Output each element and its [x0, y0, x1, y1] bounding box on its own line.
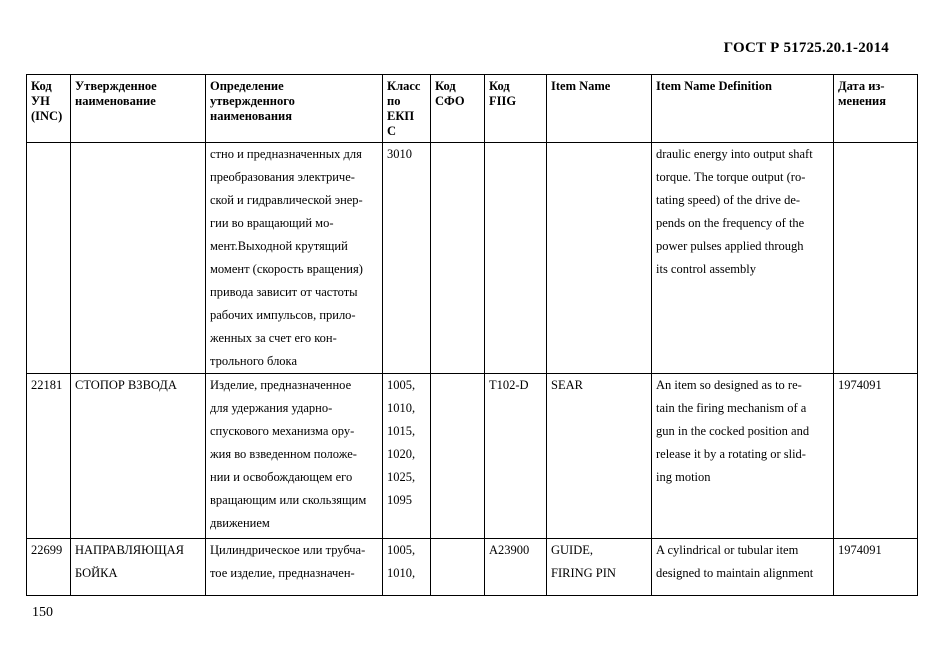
cell-line: Изделие, предназначенное [210, 378, 352, 392]
cell-line: стно и предназначенных для [210, 147, 362, 161]
header-line: наименования [210, 109, 293, 123]
header-line: наименование [75, 94, 156, 108]
header-line: ЕКП [387, 109, 415, 123]
cell-line: 1005, [387, 543, 416, 557]
cell-line: момент (скорость вращения) [210, 262, 363, 276]
header-line: УН [31, 94, 50, 108]
fiig-cell [485, 143, 547, 374]
header-line: менения [838, 94, 886, 108]
cell-line: НАПРАВЛЯЮЩАЯ [75, 543, 184, 557]
cell-line: FIRING PIN [551, 566, 616, 580]
table-row [27, 143, 918, 374]
header-line: Item Name Definition [656, 79, 772, 93]
cell-line: 1010, [387, 566, 416, 580]
cell-line: жия во взведенном положе- [210, 447, 357, 461]
cell-line: ской и гидравлической энер- [210, 193, 363, 207]
cell-line: tating speed) of the drive de- [656, 193, 801, 207]
item-name-definition-cell [652, 374, 834, 539]
cell-line: женных за счет его кон- [210, 331, 337, 345]
sfo-cell [431, 143, 485, 374]
page-number: 150 [32, 605, 53, 620]
header-fiig [485, 75, 547, 143]
item-name-cell [547, 374, 652, 539]
cell-value: 22181 [31, 378, 63, 392]
header-line: FIIG [489, 94, 517, 108]
document-standard-header: ГОСТ Р 51725.20.1-2014 [723, 40, 889, 56]
header-line: С [387, 124, 397, 138]
cell-line: gun in the cocked position and [656, 424, 810, 438]
cell-line: мент.Выходной крутящий [210, 239, 348, 253]
cell-line: 1095 [387, 493, 412, 507]
cell-line: Цилиндрическое или трубча- [210, 543, 366, 557]
cell-line: tain the firing mechanism of a [656, 401, 807, 415]
header-item-name-definition [652, 75, 834, 143]
header-line: СФО [435, 94, 465, 108]
change-date-cell [834, 143, 918, 374]
header-line: по [387, 94, 401, 108]
item-name-definition-cell [652, 539, 834, 596]
header-line: (INC) [31, 109, 63, 123]
header-line: Класс [387, 79, 421, 93]
approved-name-cell [71, 143, 206, 374]
cell-line: вращающим или скользящим [210, 493, 367, 507]
header-line: Утвержденное [75, 79, 157, 93]
cell-line: 1020, [387, 447, 416, 461]
cell-line: A cylindrical or tubular item [656, 543, 799, 557]
cell-line: БОЙКА [75, 566, 118, 580]
change-date-cell [834, 374, 918, 539]
header-definition [206, 75, 383, 143]
cell-value: T102-D [489, 378, 529, 392]
item-name-cell [547, 539, 652, 596]
cell-value: 22699 [31, 543, 63, 557]
fiig-cell [485, 374, 547, 539]
sfo-cell [431, 374, 485, 539]
header-line: Item Name [551, 79, 611, 93]
cell-line: pends on the frequency of the [656, 216, 805, 230]
cell-line: гии во вращающий мо- [210, 216, 334, 230]
item-name-definition-cell [652, 143, 834, 374]
cell-line: ing motion [656, 470, 711, 484]
sfo-cell [431, 539, 485, 596]
cell-line: SEAR [551, 378, 583, 392]
header-line: Дата из- [838, 79, 885, 93]
cell-value: 1974091 [838, 378, 882, 392]
approved-name-cell [71, 374, 206, 539]
inc-cell [27, 539, 71, 596]
cell-line: 1010, [387, 401, 416, 415]
approved-name-cell [71, 539, 206, 596]
header-line: утвержденного [210, 94, 295, 108]
cell-line: draulic energy into output shaft [656, 147, 813, 161]
header-line: Код [31, 79, 52, 93]
cell-line: release it by a rotating or slid- [656, 447, 806, 461]
cell-line: для удержания ударно- [210, 401, 333, 415]
cell-line: трольного блока [210, 354, 297, 368]
class-cell [383, 143, 431, 374]
change-date-cell [834, 539, 918, 596]
header-line: Определение [210, 79, 284, 93]
cell-line: its control assembly [656, 262, 756, 276]
cell-line: GUIDE, [551, 543, 594, 557]
cell-line: тое изделие, предназначен- [210, 566, 355, 580]
cell-line: преобразования электриче- [210, 170, 355, 184]
inc-cell [27, 143, 71, 374]
cell-line: 1015, [387, 424, 416, 438]
nomenclature-table [26, 74, 918, 596]
item-name-cell [547, 143, 652, 374]
cell-line: привода зависит от частоты [210, 285, 358, 299]
fiig-cell [485, 539, 547, 596]
cell-line: нии и освобождающем его [210, 470, 353, 484]
cell-line: СТОПОР ВЗВОДА [75, 378, 177, 392]
table-header-row [27, 75, 918, 143]
cell-line: 1005, [387, 378, 416, 392]
cell-line: 1025, [387, 470, 416, 484]
header-line: Код [435, 79, 456, 93]
header-approved-name [71, 75, 206, 143]
header-inc [27, 75, 71, 143]
header-class [383, 75, 431, 143]
cell-value: A23900 [489, 543, 530, 557]
cell-line: спускового механизма ору- [210, 424, 355, 438]
cell-value: 1974091 [838, 543, 882, 557]
table-row [27, 539, 918, 596]
header-change-date [834, 75, 918, 143]
cell-line: 3010 [387, 147, 412, 161]
definition-cell [206, 143, 383, 374]
cell-line: power pulses applied through [656, 239, 804, 253]
cell-line: designed to maintain alignment [656, 566, 814, 580]
table-row [27, 374, 918, 539]
class-cell [383, 539, 431, 596]
header-line: Код [489, 79, 510, 93]
definition-cell [206, 539, 383, 596]
inc-cell [27, 374, 71, 539]
header-item-name [547, 75, 652, 143]
header-sfo [431, 75, 485, 143]
class-cell [383, 374, 431, 539]
definition-cell [206, 374, 383, 539]
cell-line: torque. The torque output (ro- [656, 170, 806, 184]
cell-line: An item so designed as to re- [656, 378, 802, 392]
cell-line: движением [210, 516, 270, 530]
cell-line: рабочих импульсов, прило- [210, 308, 356, 322]
